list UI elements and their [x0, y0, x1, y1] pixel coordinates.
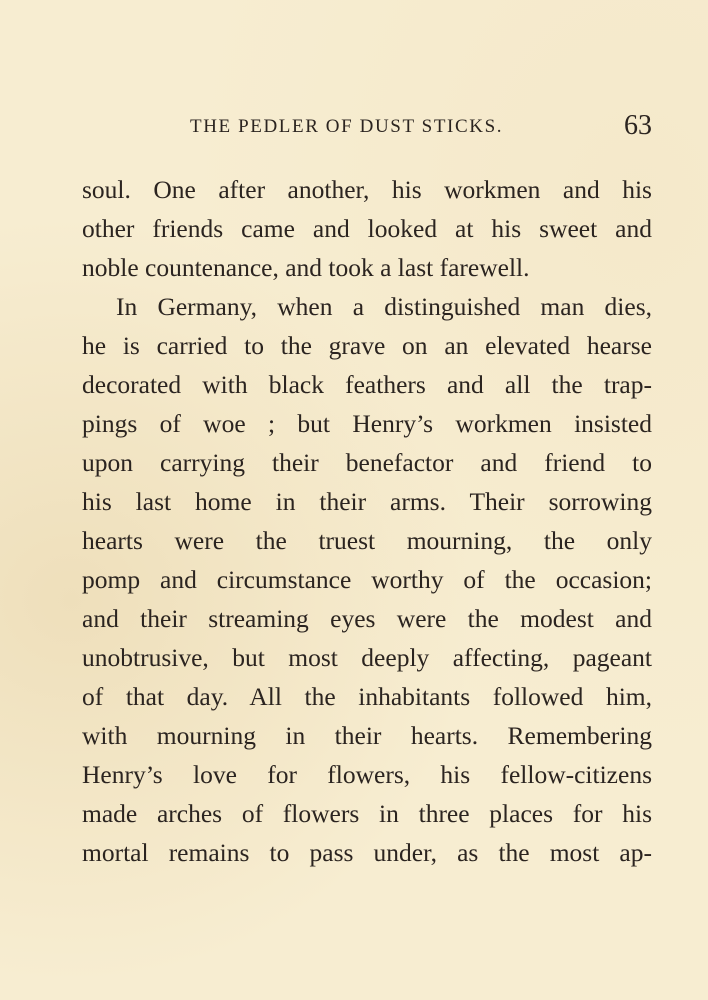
text-line-8: upon carrying their benefactor and friend to	[82, 448, 652, 477]
text-line-18: mortal remains to pass under, as the most ap-	[82, 838, 652, 867]
text-line-3: noble countenance, and took a last farewell.	[82, 253, 530, 282]
text-line-2: other friends came and looked at his sweet and	[82, 214, 652, 243]
body-text	[82, 170, 652, 872]
text-line-4: In Germany, when a distinguished man dies,	[116, 292, 652, 321]
page-number: 63	[624, 110, 652, 141]
text-line-11: pomp and circumstance worthy of the occasion;	[82, 565, 652, 594]
text-line-12: and their streaming eyes were the modest and	[82, 604, 652, 633]
running-title: THE PEDLER OF DUST STICKS.	[190, 116, 504, 137]
text-line-14: of that day. All the inhabitants followed him,	[82, 682, 652, 711]
text-line-6: decorated with black feathers and all the trap-	[82, 370, 652, 399]
text-line-17: made arches of flowers in three places for his	[82, 799, 652, 828]
text-line-7: pings of woe ; but Henry’s workmen insisted	[82, 409, 652, 438]
text-line-1: soul. One after another, his workmen and his	[82, 175, 652, 204]
text-line-15: with mourning in their hearts. Remembering	[82, 721, 652, 750]
text-line-16: Henry’s love for flowers, his fellow-citizens	[82, 760, 652, 789]
text-line-13: unobtrusive, but most deeply affecting, pageant	[82, 643, 652, 672]
text-line-9: his last home in their arms. Their sorrowing	[82, 487, 652, 516]
text-line-5: he is carried to the grave on an elevated hearse	[82, 331, 652, 360]
running-head	[80, 112, 652, 142]
text-line-10: hearts were the truest mourning, the only	[82, 526, 652, 555]
